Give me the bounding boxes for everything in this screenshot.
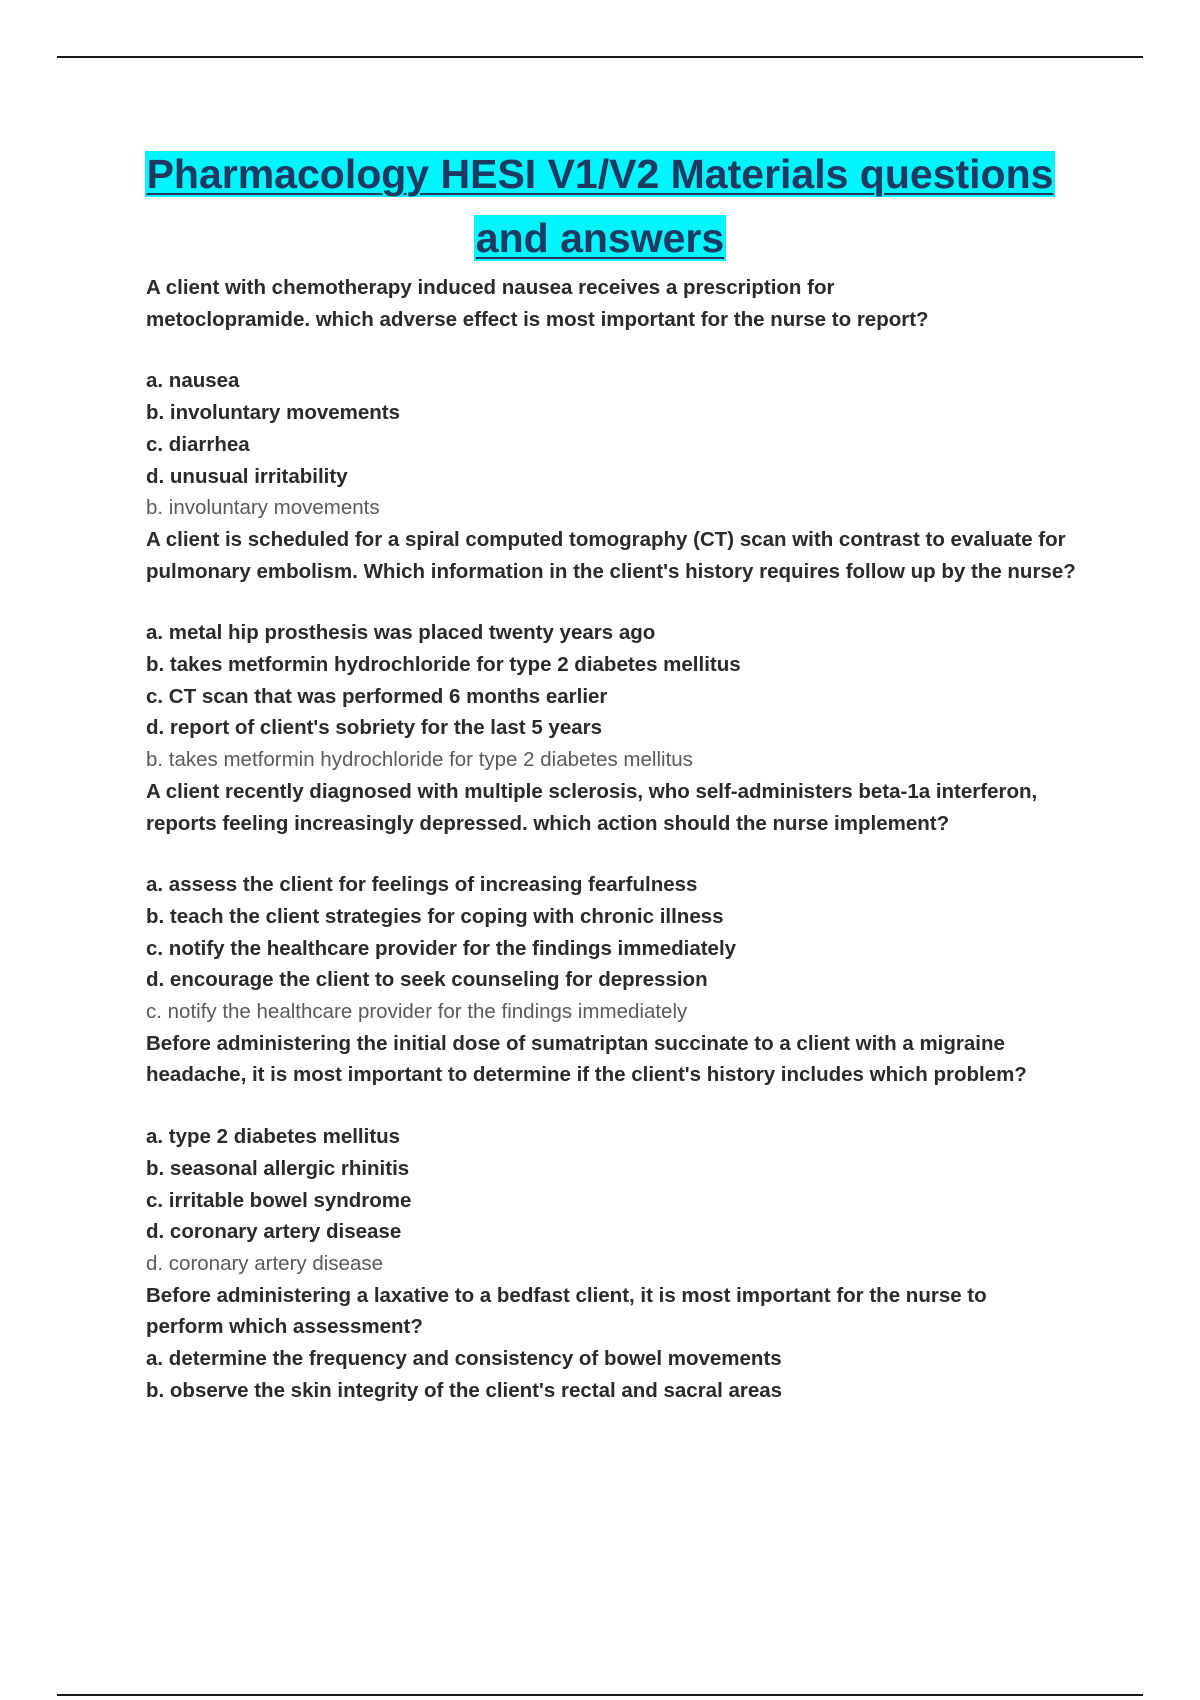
- question-text: A client with chemotherapy induced nausea receives a prescription for metoclopramide. which adverse effect is most important for the nurse to report?: [146, 276, 929, 331]
- answer-option: d. report of client's sobriety for the last 5 years: [146, 716, 603, 740]
- title-line-2: and answers: [475, 215, 725, 261]
- correct-answer: b. involuntary movements: [146, 496, 380, 520]
- question-block: [146, 776, 1106, 1028]
- document-title: [0, 142, 1200, 270]
- correct-answer: b. takes metformin hydrochloride for type 2 diabetes mellitus: [146, 748, 693, 772]
- question-block: [146, 1280, 1106, 1407]
- bottom-rule: [57, 1694, 1143, 1696]
- question-text: A client recently diagnosed with multiple sclerosis, who self-administers beta-1a interferon, reports feeling increasingly depressed. which action should the nurse implement?: [146, 779, 1038, 835]
- question-text: A client is scheduled for a spiral computed tomography (CT) scan with contrast to evaluate for pulmonary embolism. Which information in the client's history requires follow up by the nurse?: [146, 527, 1076, 583]
- answer-option: d. coronary artery disease: [146, 1220, 402, 1244]
- answer-option: a. nausea: [146, 369, 240, 393]
- answer-option: b. takes metformin hydrochloride for type 2 diabetes mellitus: [146, 653, 741, 677]
- question-text: Before administering the initial dose of sumatriptan succinate to a client with a migraine headache, it is most important to determine if the client's history includes which problem?: [146, 1031, 1027, 1087]
- answer-option: d. unusual irritability: [146, 464, 348, 488]
- answer-option: a. metal hip prosthesis was placed twenty years ago: [146, 621, 656, 645]
- answer-option: c. notify the healthcare provider for the findings immediately: [146, 936, 737, 960]
- question-block: [146, 1028, 1106, 1280]
- title-line-1: Pharmacology HESI V1/V2 Materials questions: [146, 151, 1054, 197]
- answer-option: a. determine the frequency and consistency of bowel movements: [146, 1347, 782, 1371]
- answer-option: b. involuntary movements: [146, 401, 401, 425]
- question-list: [146, 272, 1106, 1407]
- question-text: Before administering a laxative to a bedfast client, it is most important for the nurse to perform which assessment?: [146, 1283, 987, 1339]
- answer-option: b. teach the client strategies for coping with chronic illness: [146, 904, 724, 928]
- answer-option: d. encourage the client to seek counseling for depression: [146, 968, 708, 992]
- answer-option: a. type 2 diabetes mellitus: [146, 1125, 401, 1149]
- answer-option: c. diarrhea: [146, 432, 250, 456]
- answer-option: b. seasonal allergic rhinitis: [146, 1156, 410, 1180]
- question-block: [146, 524, 1106, 776]
- answer-option: b. observe the skin integrity of the client's rectal and sacral areas: [146, 1378, 783, 1402]
- correct-answer: c. notify the healthcare provider for the findings immediately: [146, 1000, 688, 1024]
- top-rule: [57, 56, 1143, 58]
- correct-answer: d. coronary artery disease: [146, 1251, 384, 1275]
- answer-option: c. irritable bowel syndrome: [146, 1188, 412, 1212]
- answer-option: a. assess the client for feelings of increasing fearfulness: [146, 873, 698, 897]
- question-block: [146, 272, 1106, 524]
- answer-option: c. CT scan that was performed 6 months earlier: [146, 684, 608, 708]
